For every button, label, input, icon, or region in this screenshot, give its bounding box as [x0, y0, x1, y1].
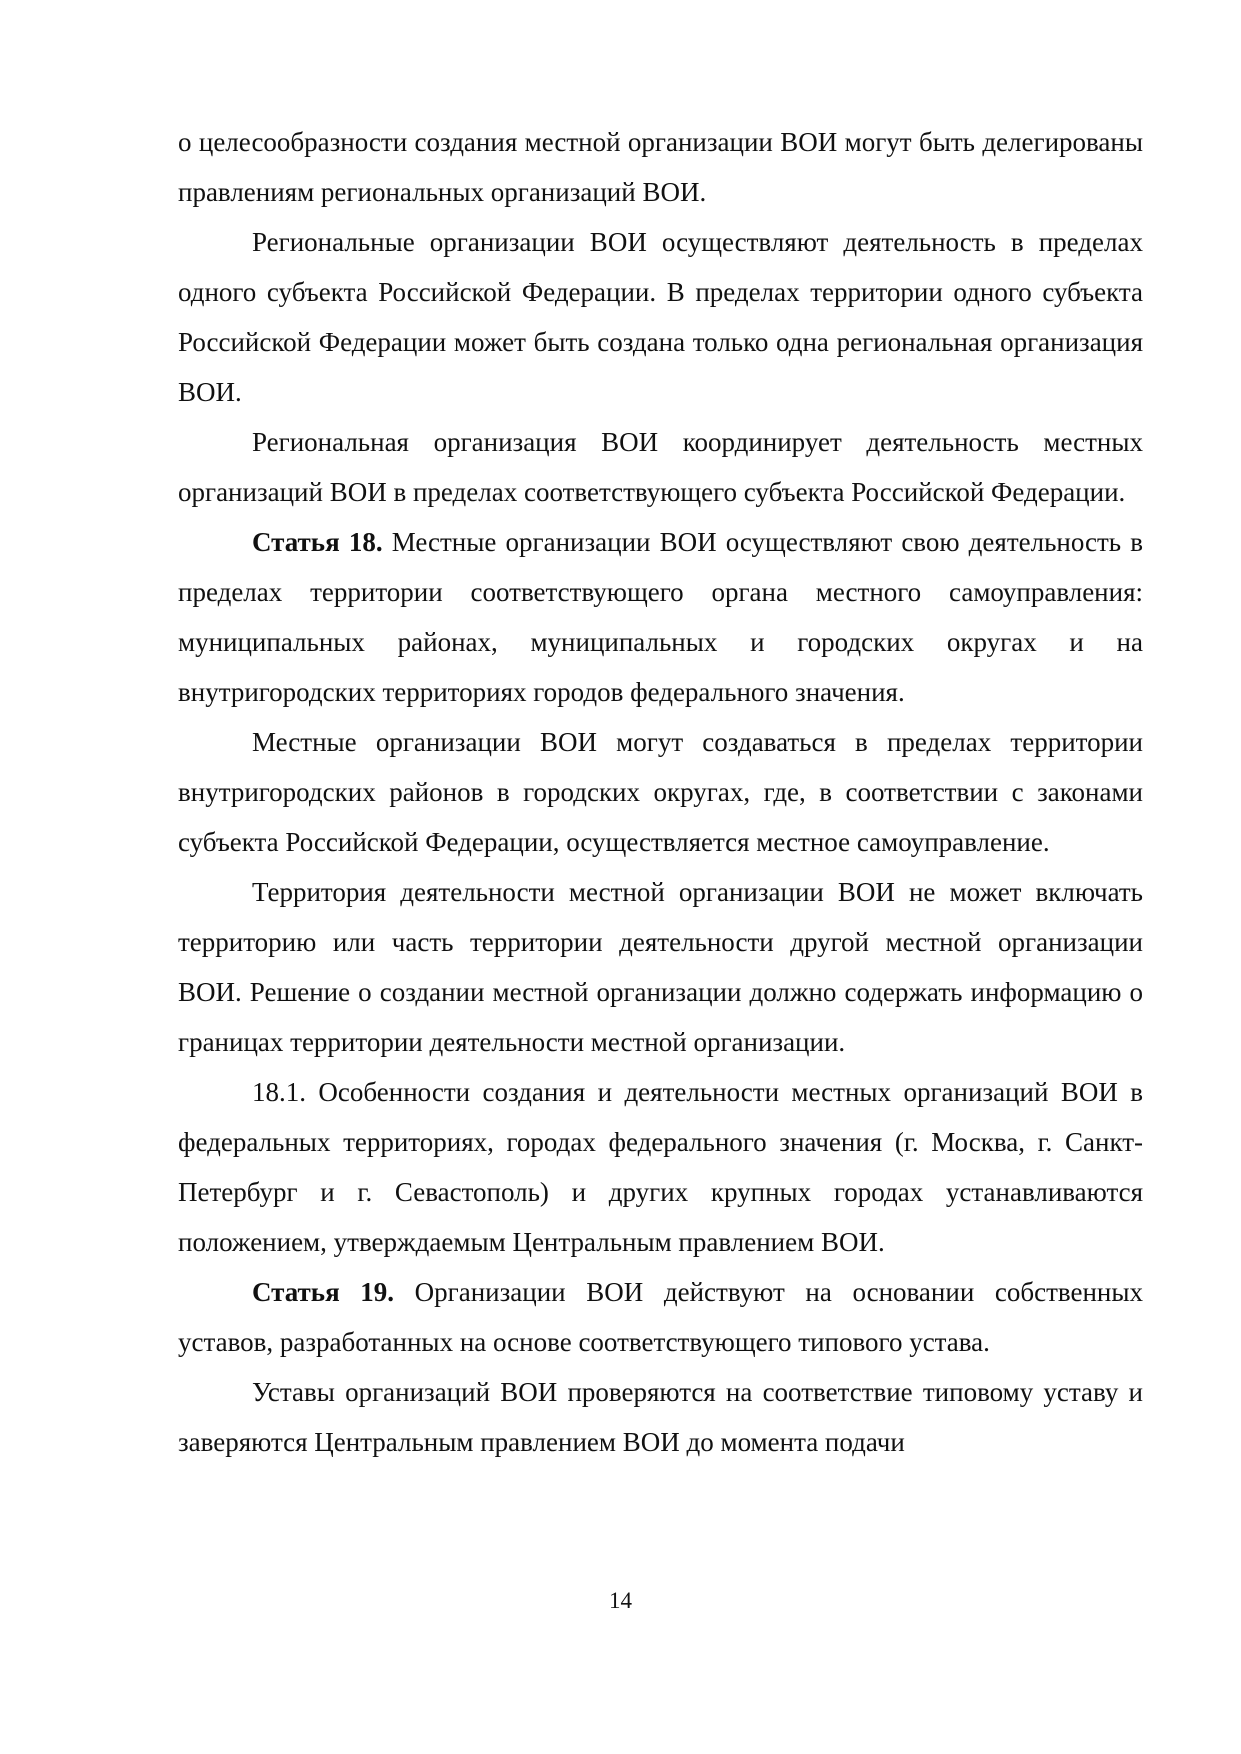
paragraph-text: Местные организации ВОИ осуществляют свою деятельность в пределах территории соответствующего органа местного самоуправления: муниципальных районах, муниципальных и городских округах и на внутригородских территориях городов федерального значения. [178, 527, 1143, 707]
paragraph-text: 18.1. Особенности создания и деятельности местных организаций ВОИ в федеральных территориях, городах федерального значения (г. Москва, г. Санкт-Петербург и г. Севастополь) и других крупных городах устанавливаются положением, утверждаемым Центральным правлением ВОИ. [178, 1077, 1143, 1257]
paragraph-5 [178, 717, 1143, 867]
paragraph-text: о целесообразности создания местной организации ВОИ могут быть делегированы правлениям региональных организаций ВОИ. [178, 127, 1143, 207]
article-19-paragraph [178, 1267, 1143, 1367]
paragraph-2 [178, 217, 1143, 417]
paragraph-7 [178, 1067, 1143, 1267]
paragraph-text: Организации ВОИ действуют на основании собственных уставов, разработанных на основе соответствующего типового устава. [178, 1277, 1144, 1357]
article-heading: Статья 18. [252, 527, 383, 557]
paragraph-text: Уставы организаций ВОИ проверяются на соответствие типовому уставу и заверяются Центральным правлением ВОИ до момента подачи [178, 1377, 1143, 1457]
paragraph-text: Территория деятельности местной организации ВОИ не может включать территорию или часть территории деятельности другой местной организации ВОИ. Решение о создании местной организации должно содержать информацию о границах территории деятельности местной организации. [178, 877, 1143, 1057]
page-number: 14 [609, 1588, 632, 1613]
paragraph-9 [178, 1367, 1143, 1467]
paragraph-1 [178, 117, 1143, 217]
paragraph-6 [178, 867, 1143, 1067]
article-heading: Статья 19. [252, 1277, 395, 1307]
paragraph-text: Местные организации ВОИ могут создаваться в пределах территории внутригородских районов в городских округах, где, в соответствии с законами субъекта Российской Федерации, осуществляется местное самоуправление. [178, 727, 1143, 857]
paragraph-text: Региональная организация ВОИ координирует деятельность местных организаций ВОИ в пределах соответствующего субъекта Российской Федерации. [178, 427, 1143, 507]
document-body [178, 117, 1143, 1467]
paragraph-text: Региональные организации ВОИ осуществляют деятельность в пределах одного субъекта Российской Федерации. В пределах территории одного субъекта Российской Федерации может быть создана только одна региональная организация ВОИ. [178, 227, 1143, 407]
paragraph-3 [178, 417, 1143, 517]
article-18-paragraph [178, 517, 1143, 717]
